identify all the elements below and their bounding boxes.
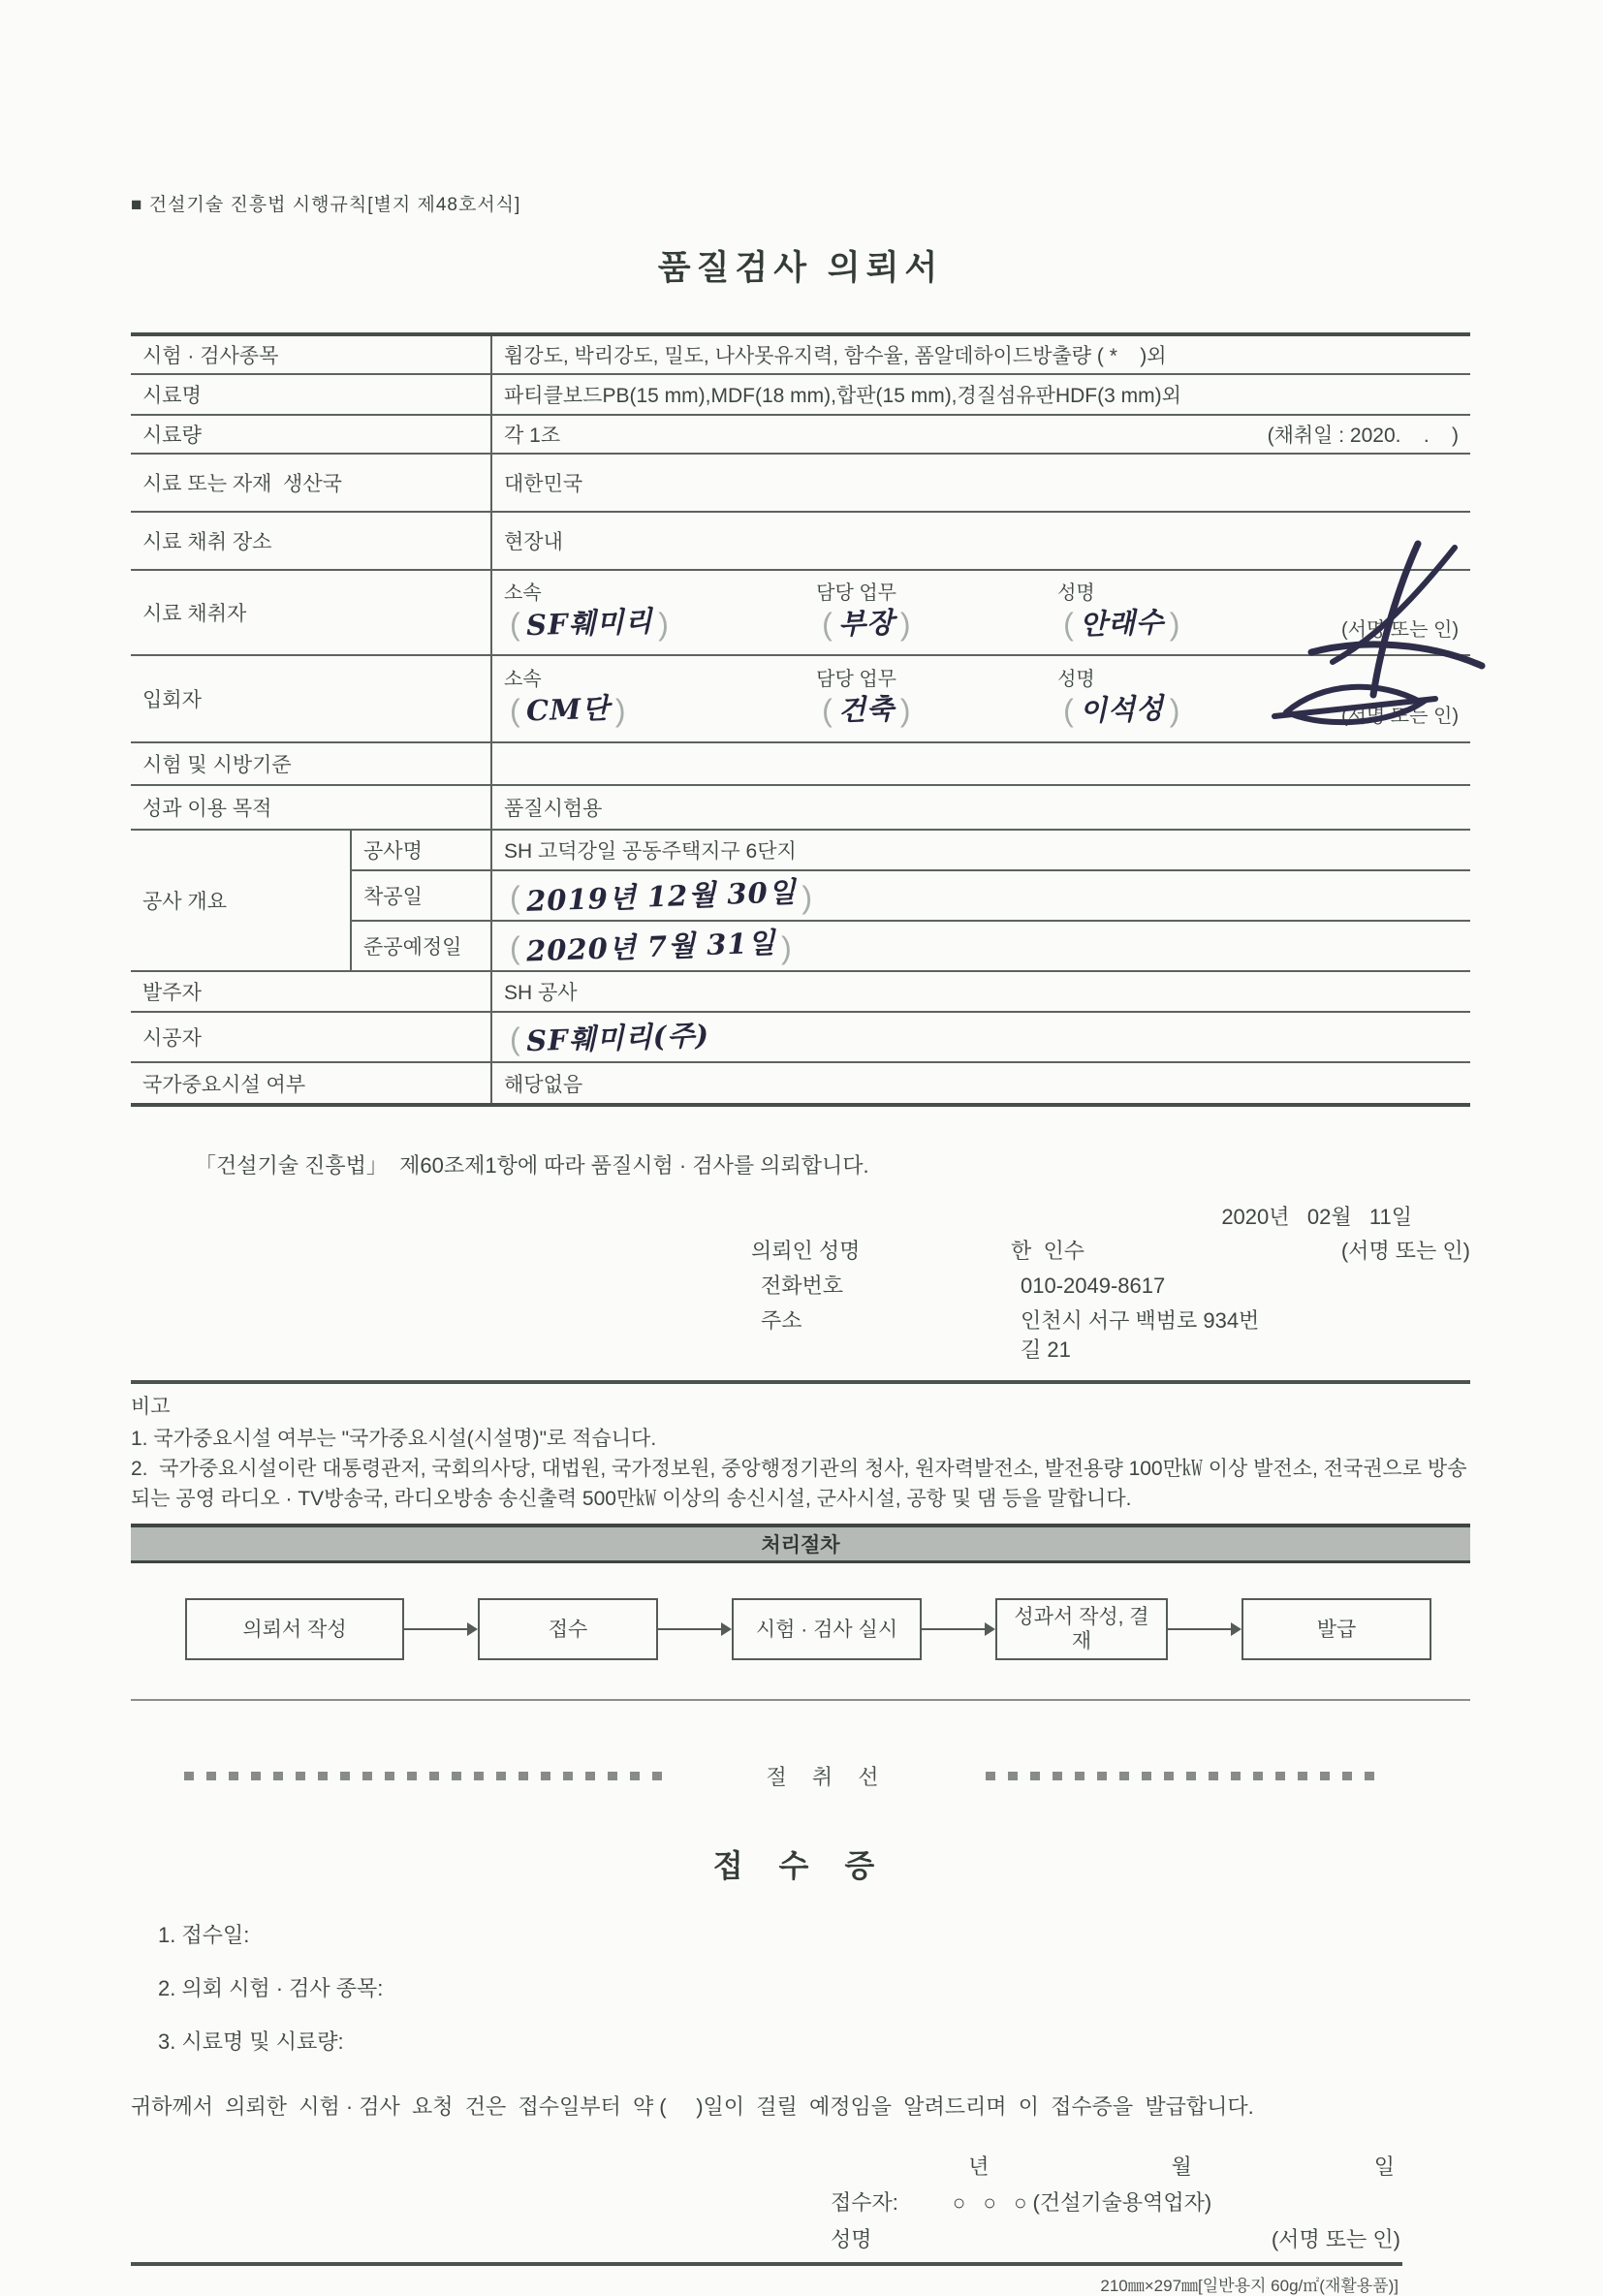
duty-label: 담당 업무 (816, 582, 896, 604)
row-critical-facility (131, 1062, 1470, 1105)
row-result-purpose (131, 785, 1470, 830)
paren: ( (510, 607, 520, 642)
field-label-test-standard: 시험 및 시방기준 (131, 742, 491, 785)
field-value-test-items: 휨강도, 박리강도, 밀도, 나사못유지력, 함수율, 폼알데하이드방출량 ( * )외 (491, 334, 1470, 374)
cut-line-dots-left (184, 1772, 669, 1780)
flow-arrow-icon (404, 1622, 478, 1636)
quality-inspection-form-table (131, 332, 1470, 1107)
field-value-project-completion (491, 921, 1470, 971)
handwritten-witness-duty: 건축 (837, 691, 896, 728)
paren: ( (822, 607, 833, 642)
field-label-sampler: 시료 채취자 (131, 570, 491, 655)
requester-line (751, 1237, 1470, 1266)
witness-sign-note: (서명 또는 인) (1340, 706, 1459, 727)
sampling-date-note: (채취일 : 2020. . ) (1267, 425, 1459, 447)
remarks-note-1: 1. 국가중요시설 여부는 "국가중요시설(시설명)"로 적습니다. (131, 1428, 657, 1450)
phone-line (751, 1272, 1470, 1301)
field-label-contractor: 시공자 (131, 1012, 491, 1062)
field-label-witness: 입회자 (131, 655, 491, 742)
paren: ) (802, 880, 812, 915)
field-label-result-purpose: 성과 이용 목적 (131, 785, 491, 830)
handwritten-witness-name: 이석성 (1079, 691, 1165, 728)
field-value-sampling-place: 현장내 (491, 512, 1470, 570)
address-label: 주소 (761, 1308, 802, 1333)
paren: ( (510, 693, 520, 728)
flow-step-reception: 접수 (478, 1598, 658, 1660)
duty-label: 담당 업무 (816, 669, 896, 690)
remarks-section (131, 1392, 1470, 1514)
page-title: 품질검사 의뢰서 (657, 249, 944, 287)
field-label-test-items: 시험 · 검사종목 (142, 345, 279, 367)
year-label: 년 (968, 2154, 990, 2179)
sampler-name-field (1057, 582, 1341, 644)
name-label: 성명 (1057, 669, 1095, 690)
field-label-client: 발주자 (131, 971, 491, 1012)
field-label-project-name: 공사명 (351, 830, 491, 870)
paren: ) (658, 607, 669, 642)
receipt-notice: 귀하께서 의뢰한 시험 · 검사 요청 건은 접수일부터 약 ( )일이 걸릴 예정임을 알려드리며 이 접수증을 발급합니다. (131, 2094, 1254, 2119)
row-project-name (131, 830, 1470, 870)
receipt-item-sample: 3. 시료명 및 시료량: (158, 2029, 344, 2054)
handwritten-sampler-name: 안래수 (1079, 605, 1165, 642)
field-label-critical-facility: 국가중요시설 여부 (131, 1062, 491, 1105)
receipt-bottom-rule (131, 2262, 1402, 2266)
handwritten-start-date: 2019년 12월 30일 (525, 875, 797, 918)
paren: ) (899, 607, 911, 642)
requester-sign-note: (서명 또는 인) (1340, 1239, 1470, 1263)
phone-label: 전화번호 (761, 1274, 844, 1298)
day-label: 일 (1373, 2154, 1395, 2179)
flow-step-testing: 시험 · 검사 실시 (732, 1598, 922, 1660)
handwritten-sampler-affiliation: SF훼미리 (525, 604, 653, 643)
receiver-circles: ○ ○ ○ (952, 2190, 1033, 2215)
request-statement: 「건설기술 진흥법」 제60조제1항에 따라 품질시험 · 검사를 의뢰합니다. (195, 1153, 869, 1178)
handwritten-completion-date: 2020년 7월 31일 (525, 926, 776, 968)
remarks-title: 비고 (131, 1396, 171, 1418)
paren: ( (510, 930, 520, 965)
sampler-fields (491, 570, 1470, 655)
receipt-item-test-items: 2. 의회 시험 · 검사 종목: (158, 1976, 384, 2000)
field-label-origin: 시료 또는 자재 생산국 (131, 454, 491, 512)
request-section (131, 1149, 1470, 1384)
address-value: 인천시 서구 백범로 934번길 21 (1021, 1308, 1260, 1362)
handwritten-contractor: SF훼미리(주) (525, 1018, 710, 1058)
field-label-sample-qty: 시료량 (131, 415, 491, 454)
receiver-line (831, 2188, 1470, 2217)
address-line (751, 1306, 1470, 1365)
flow-arrow-icon (922, 1622, 995, 1636)
paren: ( (1063, 693, 1074, 728)
field-label-sampling-place: 시료 채취 장소 (131, 512, 491, 570)
request-date: 2020년 02월 11일 (1221, 1205, 1412, 1229)
paren: ( (510, 880, 520, 915)
paren: ( (1063, 607, 1074, 642)
process-title-bar: 처리절차 (131, 1524, 1470, 1563)
field-value-sample-qty (491, 415, 1470, 454)
row-witness (131, 655, 1470, 742)
sampler-sign-note: (서명 또는 인) (1340, 619, 1459, 641)
paren: ) (1169, 693, 1180, 728)
field-value-contractor (491, 1012, 1470, 1062)
affiliation-label: 소속 (504, 669, 542, 690)
paper-spec-note: 210㎜×297㎜[일반용지 60g/㎡(재활용품)] (1100, 2277, 1399, 2295)
paren: ( (822, 693, 833, 728)
receiver-sign-note: (서명 또는 인) (1271, 2227, 1400, 2251)
receiver-name-label: 성명 (831, 2227, 872, 2251)
row-test-standard (131, 742, 1470, 785)
sampler-affiliation-field (504, 582, 816, 644)
field-label-project-start: 착공일 (351, 870, 491, 921)
field-value-project-start (491, 870, 1470, 921)
remarks-note-2: 2. 국가중요시설이란 대통령관저, 국회의사당, 대법원, 국가정보원, 중앙행정기관의 청사, 원자력발전소, 발전용량 100만㎾ 이상 발전소, 전국권으로 방송되는 공영 라디오 · TV방송국, 라디오방송 송신출력 500만㎾ 이상의 송신시설, 군사시설, 공항 및 댐 등을 말합니다. (131, 1458, 1467, 1510)
field-value-result-purpose: 품질시험용 (491, 785, 1470, 830)
field-value-project-name: SH 고덕강일 공동주택지구 6단지 (491, 830, 1470, 870)
field-label-sample-name: 시료명 (131, 374, 491, 415)
witness-affiliation-field (504, 668, 816, 730)
receipt-items (158, 1919, 1470, 2056)
phone-value: 010-2049-8617 (1021, 1274, 1166, 1298)
flow-arrow-icon (658, 1622, 732, 1636)
handwritten-witness-affiliation: CM단 (525, 691, 611, 728)
row-contractor (131, 1012, 1470, 1062)
paren: ) (614, 693, 626, 728)
paren: ) (781, 930, 792, 965)
receipt-title: 접 수 증 (712, 1848, 889, 1883)
flow-arrow-icon (1168, 1622, 1242, 1636)
affiliation-label: 소속 (504, 582, 542, 604)
paren: ( (510, 1022, 520, 1056)
sample-qty-value: 각 1조 (504, 425, 561, 447)
requester-name: 한 인수 (1011, 1239, 1084, 1263)
row-sampler (131, 570, 1470, 655)
process-flow (131, 1563, 1470, 1701)
row-sampling-place (131, 512, 1470, 570)
row-sample-name (131, 374, 1470, 415)
row-origin (131, 454, 1470, 512)
row-sample-qty (131, 415, 1470, 454)
field-label-project: 공사 개요 (131, 830, 351, 971)
field-value-critical-facility: 해당없음 (491, 1062, 1470, 1105)
paren: ) (899, 693, 911, 728)
row-client (131, 971, 1470, 1012)
witness-fields (491, 655, 1470, 742)
witness-name-field (1057, 668, 1341, 730)
paren: ) (1169, 607, 1180, 642)
flow-step-request-writing: 의뢰서 작성 (185, 1598, 404, 1660)
witness-duty-field (816, 668, 1057, 730)
receipt-item-date: 1. 접수일: (158, 1923, 250, 1947)
receiver-org-note: (건설기술용역업자) (1032, 2190, 1212, 2215)
field-value-sample-name: 파티클보드PB(15 mm),MDF(18 mm),합판(15 mm),경질섬유판HDF(3 mm)외 (491, 374, 1470, 415)
sampler-duty-field (816, 582, 1057, 644)
requester-label: 의뢰인 성명 (751, 1239, 861, 1263)
flow-step-report: 성과서 작성, 결재 (995, 1598, 1168, 1660)
field-label-project-completion: 준공예정일 (351, 921, 491, 971)
receiver-name-line (831, 2225, 1470, 2254)
name-label: 성명 (1057, 582, 1095, 604)
cut-line-label: 절 취 선 (766, 1765, 889, 1789)
month-label: 월 (1171, 2154, 1192, 2179)
receipt-date-placeholder (131, 2151, 1470, 2181)
cut-line-dots-right (986, 1772, 1378, 1780)
cut-line (131, 1761, 1470, 1791)
field-value-origin: 대한민국 (491, 454, 1470, 512)
handwritten-sampler-duty: 부장 (837, 605, 896, 642)
field-value-test-standard (491, 742, 1470, 785)
row-test-items (131, 334, 1470, 374)
regulation-note: ■ 건설기술 진흥법 시행규칙[별지 제48호서식] (131, 195, 521, 215)
receiver-label: 접수자: (831, 2190, 898, 2215)
field-value-client: SH 공사 (491, 971, 1470, 1012)
flow-step-issue: 발급 (1242, 1598, 1431, 1660)
